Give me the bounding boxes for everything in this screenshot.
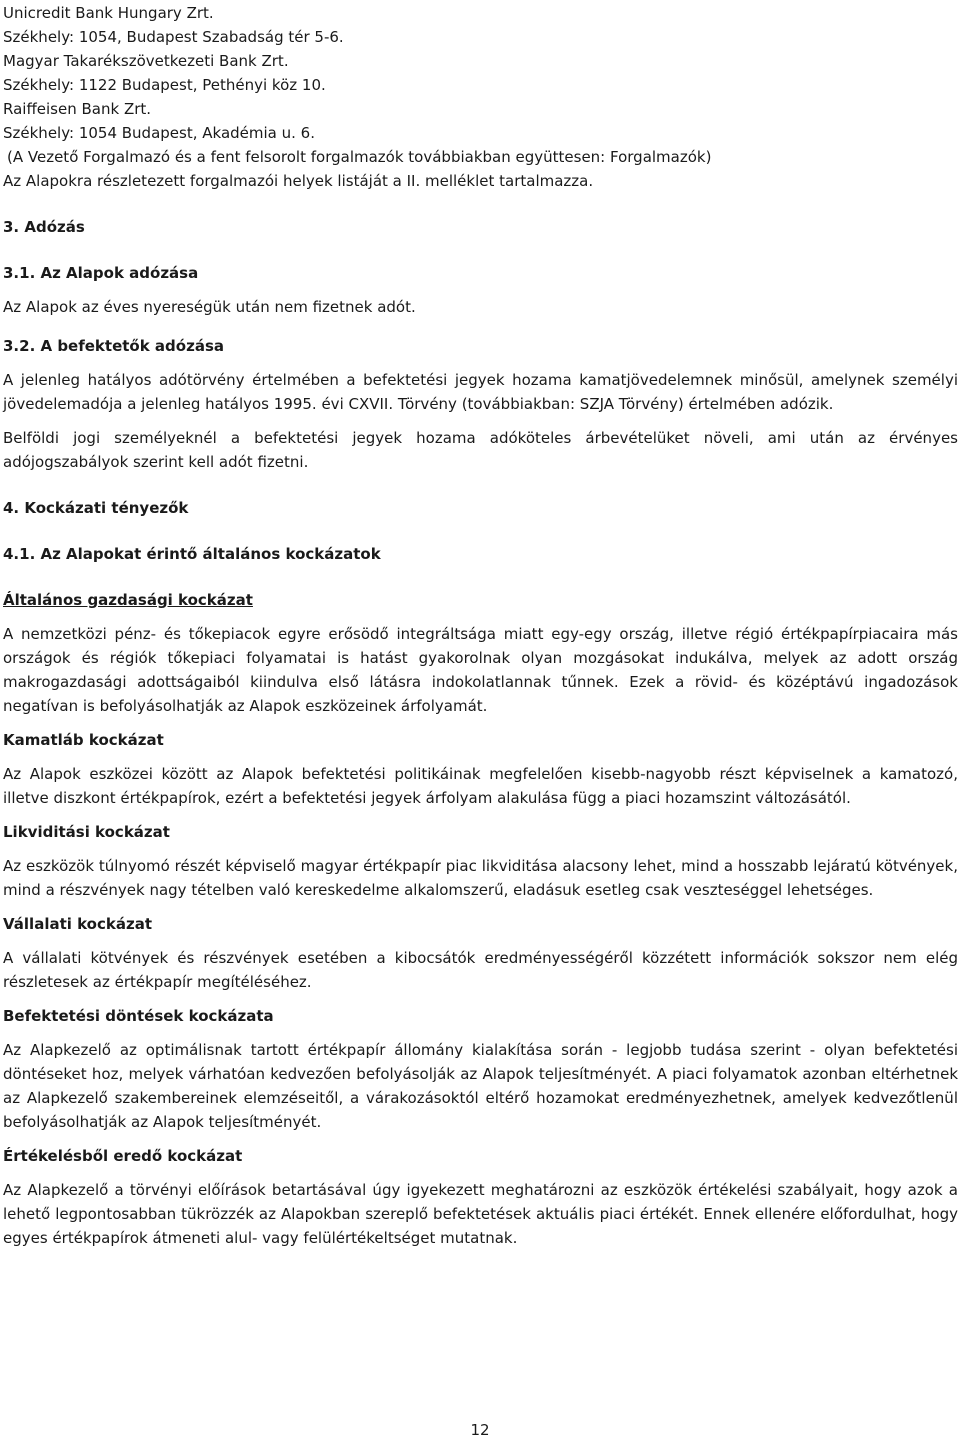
section-3-1-heading: 3.1. Az Alapok adózása [3,264,199,282]
section-3-2-paragraph: A jelenleg hatályos adótörvény értelmében a befektetési jegyek hozama kamatjövedelemnek minősül, amelynek személyi jövedelemadója a jelenleg hatályos 1995. évi CXVII. Törvény (továbbiakban: SZJA Törvény) értelmében adózik. [3,371,958,413]
section-3-2-heading: 3.2. A befektetők adózása [3,337,224,355]
distributor-line: Székhely: 1122 Budapest, Pethényi köz 10. [3,76,326,94]
distributor-line: Székhely: 1054, Budapest Szabadság tér 5-6. [3,28,344,46]
distributor-line: Raiffeisen Bank Zrt. [3,100,152,118]
risk-title: Értékelésből eredő kockázat [3,1147,243,1165]
risk-item [3,1144,958,1250]
annex-reference: Az Alapokra részletezett forgalmazói helyek listáját a II. melléklet tartalmazza. [3,172,594,190]
risk-item [3,912,958,994]
risk-text: Az Alapkezelő az optimálisnak tartott értékpapír állomány kialakítása során - legjobb tudása szerint - olyan befektetési döntéseket hoz, melyek várhatóan kedvezően befolyásolják az Alapok teljesítményét. A piaci folyamatok azonban eltérhetnek az Alapkezelő szakembereinek elemzéseitől, a várakozásoktól eltérő hozamokat eredményezhetnek, amelyek kedvezőtlenül befolyásolhatják az Alapok teljesítményét. [3,1041,958,1131]
risk-title: Kamatláb kockázat [3,731,164,749]
risk-text: A vállalati kötvények és részvények esetében a kibocsátók eredményességéről közzétett információk sokszor nem elég részletesek az értékpapír megítéléséhez. [3,949,958,991]
risk-title: Befektetési döntések kockázata [3,1007,274,1025]
section-3-heading: 3. Adózás [3,218,85,236]
distributor-line: Unicredit Bank Hungary Zrt. [3,4,214,22]
distributor-line: Magyar Takarékszövetkezeti Bank Zrt. [3,52,289,70]
section-3-2-paragraph: Belföldi jogi személyeknél a befektetési jegyek hozama adóköteles árbevételüket növeli, ami után az érvényes adójogszabályok szerint kell adót fizetni. [3,429,958,471]
distributor-line: Székhely: 1054 Budapest, Akadémia u. 6. [3,124,315,142]
risk-item [3,588,958,718]
risk-item [3,1004,958,1134]
section-4-heading: 4. Kockázati tényezők [3,499,189,517]
risk-text: A nemzetközi pénz- és tőkepiacok egyre erősödő integráltsága miatt egy-egy ország, illetve régió értékpapírpiacaira más országok és régiók tőkepiaci folyamatai is hatást gyakorolnak olyan mozgásokat indukálva, melyek az adott ország makrogazdasági adottságaiból kiindulva első látásra indokolatlannak tűnnek. Ezek a rövid- és középtávú ingadozások negatívan is befolyásolhatják az Alapok eszközeinek árfolyamát. [3,625,958,715]
risk-title: Likviditási kockázat [3,823,170,841]
distributor-note: (A Vezető Forgalmazó és a fent felsorolt forgalmazók továbbiakban együttesen: Forgalmazók) [7,148,712,166]
section-3-1-text: Az Alapok az éves nyereségük után nem fizetnek adót. [3,298,416,316]
risk-text: Az Alapok eszközei között az Alapok befektetési politikáinak megfelelően kisebb-nagyobb részt képviselnek a kamatozó, illetve diszkont értékpapírok, ezért a befektetési jegyek árfolyam alakulása függ a piaci hozamszint változásától. [3,765,958,807]
section-4-1-heading: 4.1. Az Alapokat érintő általános kockázatok [3,545,381,563]
risk-text: Az Alapkezelő a törvényi előírások betartásával úgy igyekezett meghatározni az eszközök értékelési szabályait, hogy azok a lehető legpontosabban tükrözzék az Alapokban szereplő befektetések aktuális piaci értékét. Ennek ellenére előfordulhat, hogy egyes értékpapírok átmeneti alul- vagy felülértékeltséget mutatnak. [3,1181,958,1247]
risk-item [3,820,958,902]
risk-title: Vállalati kockázat [3,915,153,933]
distributor-list [3,1,958,193]
page-number: 12 [470,1421,490,1439]
risk-item [3,728,958,810]
document-page [3,0,958,1250]
risk-title: Általános gazdasági kockázat [3,591,253,609]
risk-text: Az eszközök túlnyomó részét képviselő magyar értékpapír piac likviditása alacsony lehet, mind a hosszabb lejáratú kötvények, mind a részvények nagy tételben való kereskedelme alkalomszerű, eladásuk esetleg csak veszteséggel lehetséges. [3,857,958,899]
